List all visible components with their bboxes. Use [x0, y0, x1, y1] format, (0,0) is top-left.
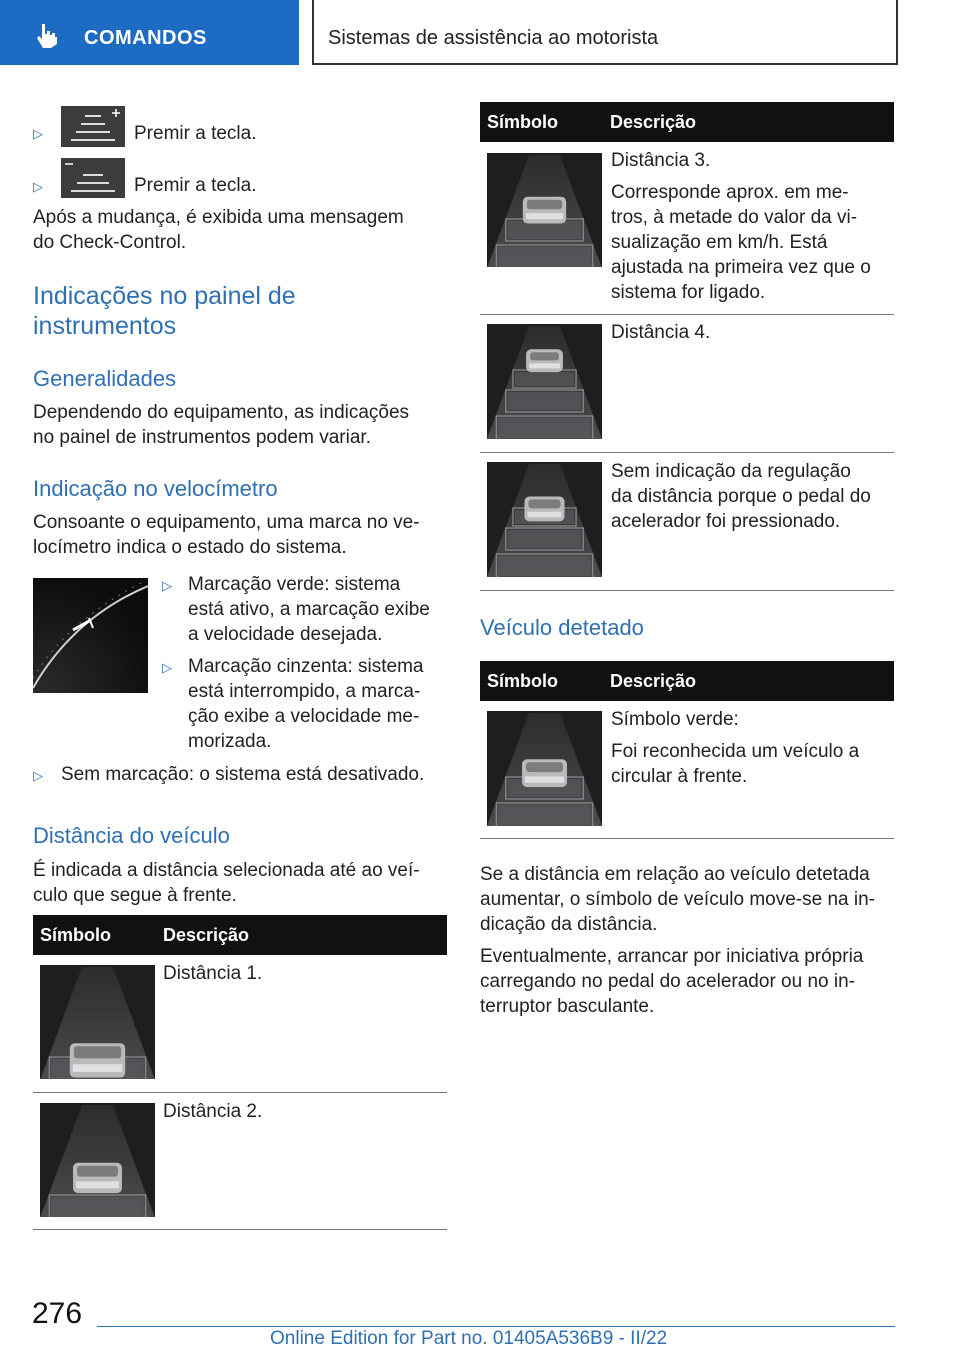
- table-row-divider: [480, 314, 894, 315]
- bullet-triangle-icon: ▷: [33, 126, 43, 141]
- bullet-text: Sem marcação: o sistema está desativado.: [61, 764, 425, 785]
- table-row-divider: [480, 590, 894, 591]
- column-header-symbol: Símbolo: [40, 925, 111, 945]
- bullet-triangle-icon: ▷: [162, 578, 172, 593]
- road-vehicle-illustration: [487, 462, 602, 577]
- heading-generalidades: Generalidades: [33, 366, 177, 391]
- table-cell-description: Distância 2.: [163, 1101, 263, 1122]
- table-row-divider: [33, 1229, 447, 1230]
- column-header-symbol: Símbolo: [487, 112, 558, 132]
- column-header-description: Descrição: [163, 925, 250, 945]
- distance-1-symbol-image: [40, 965, 155, 1079]
- table-cell-description: Símbolo verde: Foi reconhecida um veículo a circular à frente.: [611, 709, 860, 787]
- road-vehicle-illustration: [40, 1103, 155, 1217]
- table-cell-description: Distância 4.: [611, 322, 711, 343]
- paragraph: Consoante o equipamento, uma marca no ve- locímetro indica o estado do sistema.: [33, 512, 420, 558]
- column-header-description: Descrição: [610, 671, 697, 691]
- distance-plus-key-icon: [61, 106, 125, 147]
- chapter-title: Sistemas de assistência ao motorista: [328, 27, 659, 49]
- road-vehicle-illustration: [487, 711, 602, 826]
- table-row-divider: [480, 838, 894, 839]
- footer-divider: [97, 1326, 895, 1327]
- section-tab: [0, 0, 299, 65]
- section-label: COMANDOS: [84, 27, 207, 49]
- table-cell-description: Distância 3. Corresponde aprox. em me- tros, à metade do valor da vi- sualização em km/h. Está ajustada na primeira vez que o sistema for ligado.: [611, 150, 871, 303]
- vehicle-detected-symbol-image: [487, 711, 602, 826]
- bullet-text: Marcação verde: sistema está ativo, a marcação exibe a velocidade desejada.: [188, 574, 430, 645]
- heading-velocimetro: Indicação no velocímetro: [33, 476, 278, 501]
- paragraph: Dependendo do equipamento, as indicações no painel de instrumentos podem variar.: [33, 402, 410, 448]
- chapter-title-box: [312, 0, 898, 65]
- road-vehicle-illustration: [487, 153, 602, 267]
- heading-veiculo-detetado: Veículo detetado: [480, 615, 644, 640]
- speedometer-marker-image: [33, 578, 148, 693]
- paragraph: Eventualmente, arrancar por iniciativa própria carregando no pedal do acelerador ou no in- terruptor basculante.: [480, 946, 864, 1017]
- bullet-text: Premir a tecla.: [134, 123, 257, 144]
- table-cell-description: Sem indicação da regulação da distância porque o pedal do acelerador foi pressionado.: [611, 461, 871, 532]
- paragraph: É indicada a distância selecionada até ao veí- culo que segue à frente.: [33, 860, 420, 906]
- page-number: 276: [32, 1297, 83, 1330]
- bullet-text: Marcação cinzenta: sistema está interrompido, a marca- ção exibe a velocidade me- morizada.: [188, 656, 424, 752]
- bullet-triangle-icon: ▷: [33, 179, 43, 194]
- footer-edition: Online Edition for Part no. 01405A536B9 - II/22: [270, 1328, 668, 1349]
- distance-3-symbol-image: [487, 153, 602, 267]
- heading-indicacoes: Indicações no painel de instrumentos: [33, 282, 296, 340]
- column-header-description: Descrição: [610, 112, 697, 132]
- table-row-divider: [33, 1092, 447, 1093]
- road-vehicle-illustration: [487, 324, 602, 439]
- bullet-text: Premir a tecla.: [134, 175, 257, 196]
- table-header: [33, 915, 447, 955]
- table-header: [480, 661, 894, 701]
- table-row-divider: [480, 452, 894, 453]
- hand-pointer-icon: [32, 20, 62, 50]
- road-vehicle-illustration: [40, 965, 155, 1079]
- heading-distancia: Distância do veículo: [33, 823, 230, 848]
- table-header: [480, 102, 894, 142]
- column-header-symbol: Símbolo: [487, 671, 558, 691]
- distance-4-symbol-image: [487, 324, 602, 439]
- bullet-triangle-icon: ▷: [33, 768, 43, 783]
- paragraph: Após a mudança, é exibida uma mensagem do Check-Control.: [33, 207, 404, 253]
- bullet-triangle-icon: ▷: [162, 660, 172, 675]
- distance-minus-key-icon: [61, 158, 125, 198]
- distance-2-symbol-image: [40, 1103, 155, 1217]
- no-regulation-symbol-image: [487, 462, 602, 577]
- paragraph: Se a distância em relação ao veículo detetada aumentar, o símbolo de veículo move-se na in- dicação da distância.: [480, 864, 875, 935]
- table-cell-description: Distância 1.: [163, 963, 263, 984]
